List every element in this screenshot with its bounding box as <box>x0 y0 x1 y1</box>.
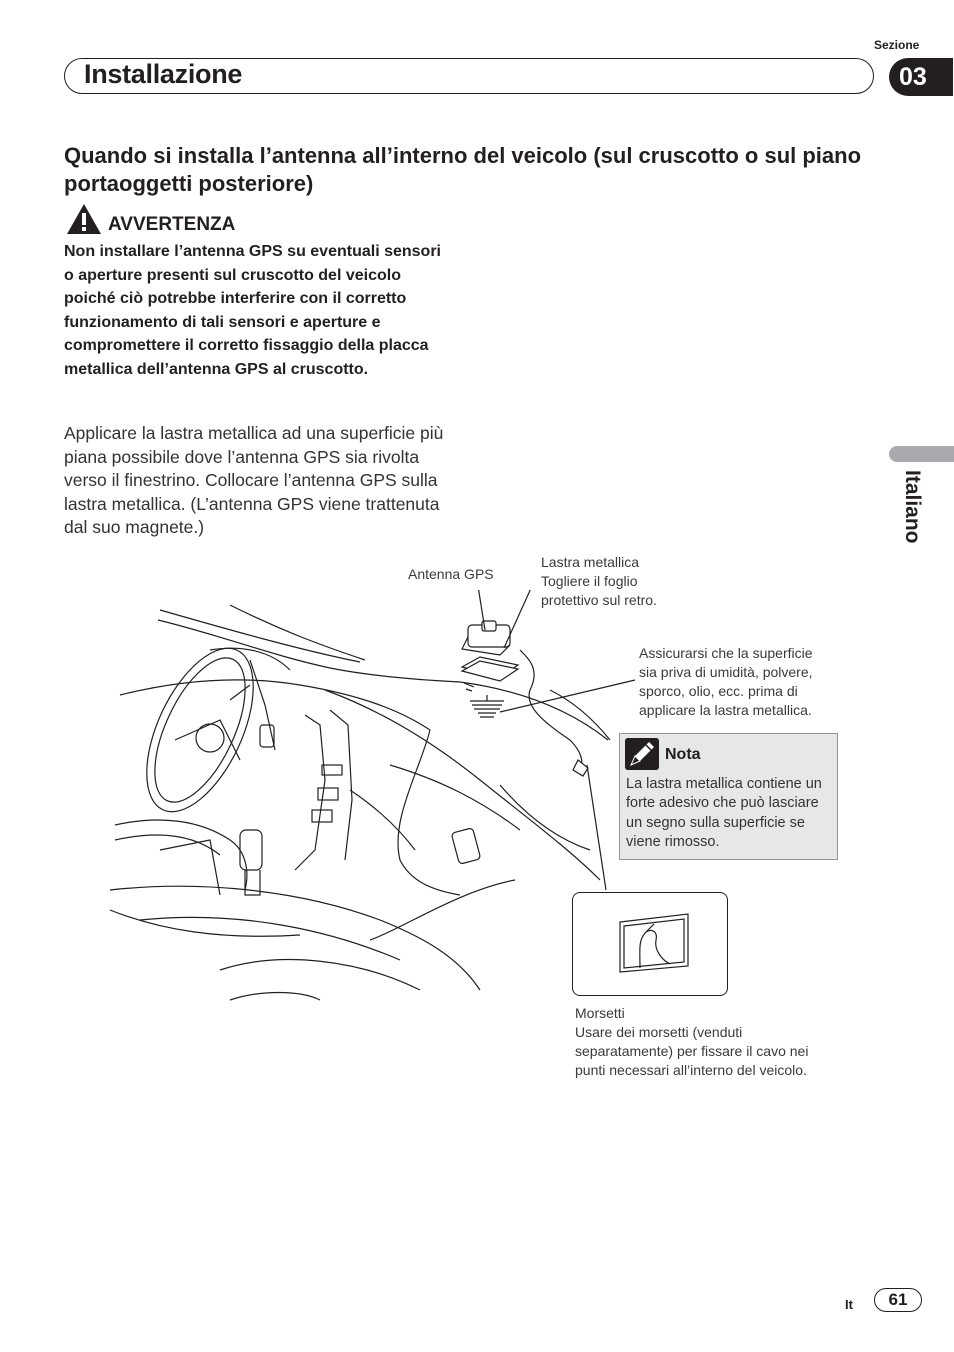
warning-icon <box>66 203 102 235</box>
callout-surface <box>639 644 813 720</box>
callout-line: Togliere il foglio <box>541 573 638 589</box>
dashboard-illustration <box>100 590 640 1060</box>
warning-text: Non installare l’antenna GPS su eventuali sensori o aperture presenti sul cruscotto del veicolo poiché ciò potrebbe interferire con il corretto funzionamento di tali sensori e aperture e compromettere il corretto fissaggio della placca metallica dell’antenna GPS al cruscotto. <box>64 243 441 378</box>
callout-line: Assicurarsi che la superficie <box>639 645 813 661</box>
body-paragraph: Applicare la lastra metallica ad una superficie più piana possibile dove l’antenna GPS sia rivolta verso il finestrino. Collocare l’antenna GPS sulla lastra metallica. (L’antenna GPS viene trattenuta dal suo magnete.) <box>64 423 444 538</box>
callout-clamps <box>575 1004 845 1080</box>
callout-line: punti necessari all’interno del veicolo. <box>575 1062 807 1078</box>
section-label: Sezione <box>874 38 920 52</box>
note-text: La lastra metallica contiene un forte adesivo che può lasciare un segno sulla superficie se viene rimosso. <box>626 776 822 850</box>
callout-line: Lastra metallica <box>541 554 640 570</box>
callout-line: Morsetti <box>575 1005 625 1021</box>
page-number: 61 <box>874 1288 922 1312</box>
note-title: Nota <box>665 746 701 763</box>
language-tab <box>880 470 940 570</box>
callout-line: applicare la lastra metallica. <box>639 702 812 718</box>
language-tab-marker <box>889 446 954 462</box>
warning-title: AVVERTENZA <box>108 214 236 235</box>
callout-line: protettivo sul retro. <box>541 592 657 608</box>
callout-line: separatamente) per fissare il cavo nei <box>575 1043 809 1059</box>
pencil-note-icon <box>625 738 659 770</box>
section-heading: Quando si installa l’antenna all’interno del veicolo (sul cruscotto o sul piano portaoggetti posteriore) <box>64 143 862 196</box>
language-tab-label: Italiano <box>901 470 924 544</box>
section-number-badge: 03 <box>889 58 953 96</box>
callout-line: sporco, olio, ecc. prima di <box>639 683 798 699</box>
footer-language-code: It <box>845 1297 853 1312</box>
callout-gps-antenna: Antenna GPS <box>408 566 494 582</box>
callout-line: Usare dei morsetti (venduti <box>575 1024 743 1040</box>
callout-line: sia priva di umidità, polvere, <box>639 664 813 680</box>
clamp-illustration <box>610 910 695 980</box>
page-title: Installazione <box>84 59 243 89</box>
